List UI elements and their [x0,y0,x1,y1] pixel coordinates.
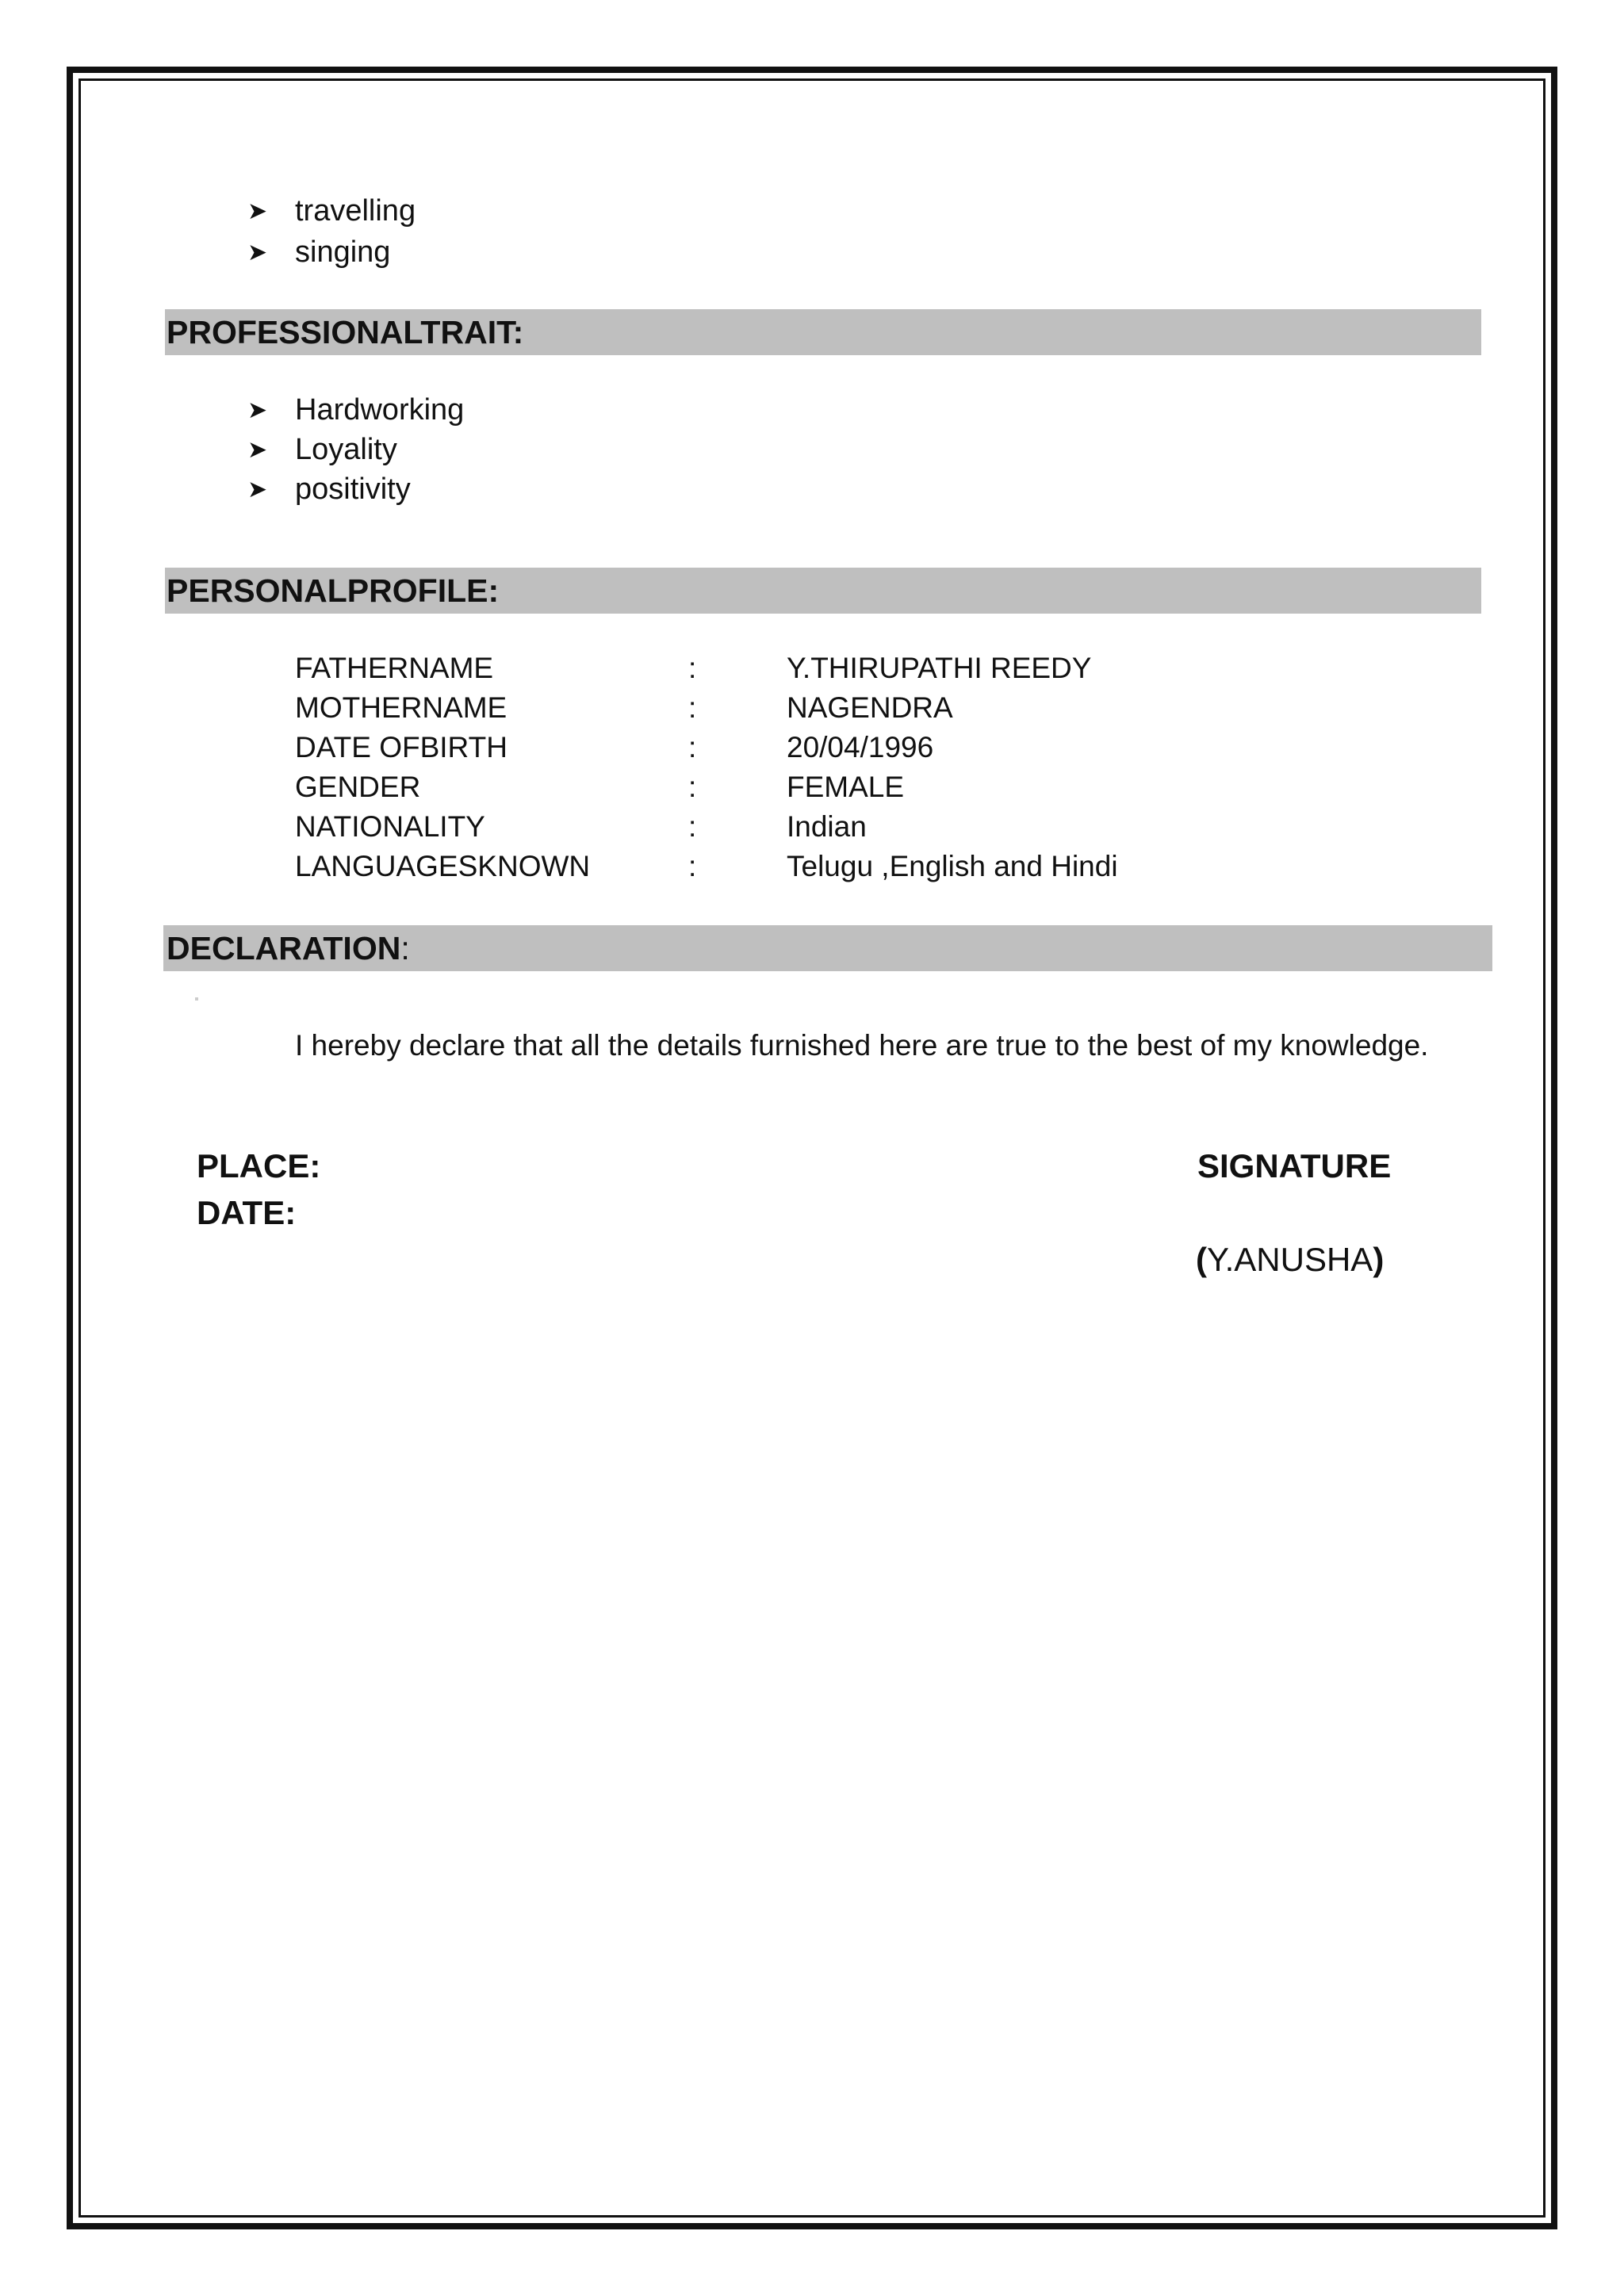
profile-label: MOTHERNAME [295,691,508,724]
declaration-title [167,925,410,971]
arrow-bullet-icon: ➤ [247,239,268,266]
date-label: DATE: [197,1194,297,1231]
profile-label: NATIONALITY [295,810,485,843]
profile-separator: : [688,691,697,724]
place-label: PLACE: [197,1147,321,1184]
profile-value: NAGENDRA [787,691,953,724]
table-row [295,688,1118,728]
declaration-text: I hereby declare that all the details furnished here are true to the best of my knowledge. [295,1029,1429,1062]
list-item [247,232,416,273]
list-item [247,430,464,469]
signatory-name-text: Y.ANUSHA [1207,1241,1373,1278]
list-item [247,190,416,232]
profile-value: Indian [787,810,867,843]
profile-separator: : [688,731,697,763]
hobby-text: travelling [295,193,416,228]
list-item [247,469,464,509]
list-item [247,390,464,430]
declaration-title-colon: : [400,930,410,966]
professional-trait-list [247,390,464,509]
stray-dot [195,997,198,1001]
arrow-bullet-icon: ➤ [247,197,268,224]
personal-profile-table [295,649,1118,886]
trait-text: Loyality [295,432,397,466]
profile-separator: : [688,850,697,882]
hobby-text: singing [295,235,391,269]
declaration-title-text: DECLARATION [167,930,401,966]
signatory-name [1196,1241,1384,1279]
profile-value: Y.THIRUPATHI REEDY [787,652,1092,684]
personal-profile-title: PERSONALPROFILE: [167,572,500,609]
profile-separator: : [688,771,697,803]
profile-value: 20/04/1996 [787,731,934,763]
arrow-bullet-icon: ➤ [247,436,268,463]
table-row [295,807,1118,847]
professional-trait-title: PROFESSIONALTRAIT: [167,314,524,350]
trait-text: positivity [295,472,411,506]
arrow-bullet-icon: ➤ [247,476,268,503]
profile-value: FEMALE [787,771,905,803]
arrow-bullet-icon: ➤ [247,396,268,423]
profile-label: LANGUAGESKNOWN [295,850,591,882]
profile-separator: : [688,652,697,684]
close-paren: ) [1373,1241,1385,1278]
profile-separator: : [688,810,697,843]
table-row [295,767,1118,807]
open-paren: ( [1196,1241,1207,1278]
profile-label: FATHERNAME [295,652,494,684]
profile-value: Telugu ,English and Hindi [787,850,1118,882]
trait-text: Hardworking [295,392,465,427]
profile-label: DATE OFBIRTH [295,731,508,763]
table-row [295,649,1118,688]
table-row [295,847,1118,886]
table-row [295,728,1118,767]
hobbies-list [247,190,416,273]
signature-label: SIGNATURE [1197,1147,1392,1184]
profile-label: GENDER [295,771,421,803]
